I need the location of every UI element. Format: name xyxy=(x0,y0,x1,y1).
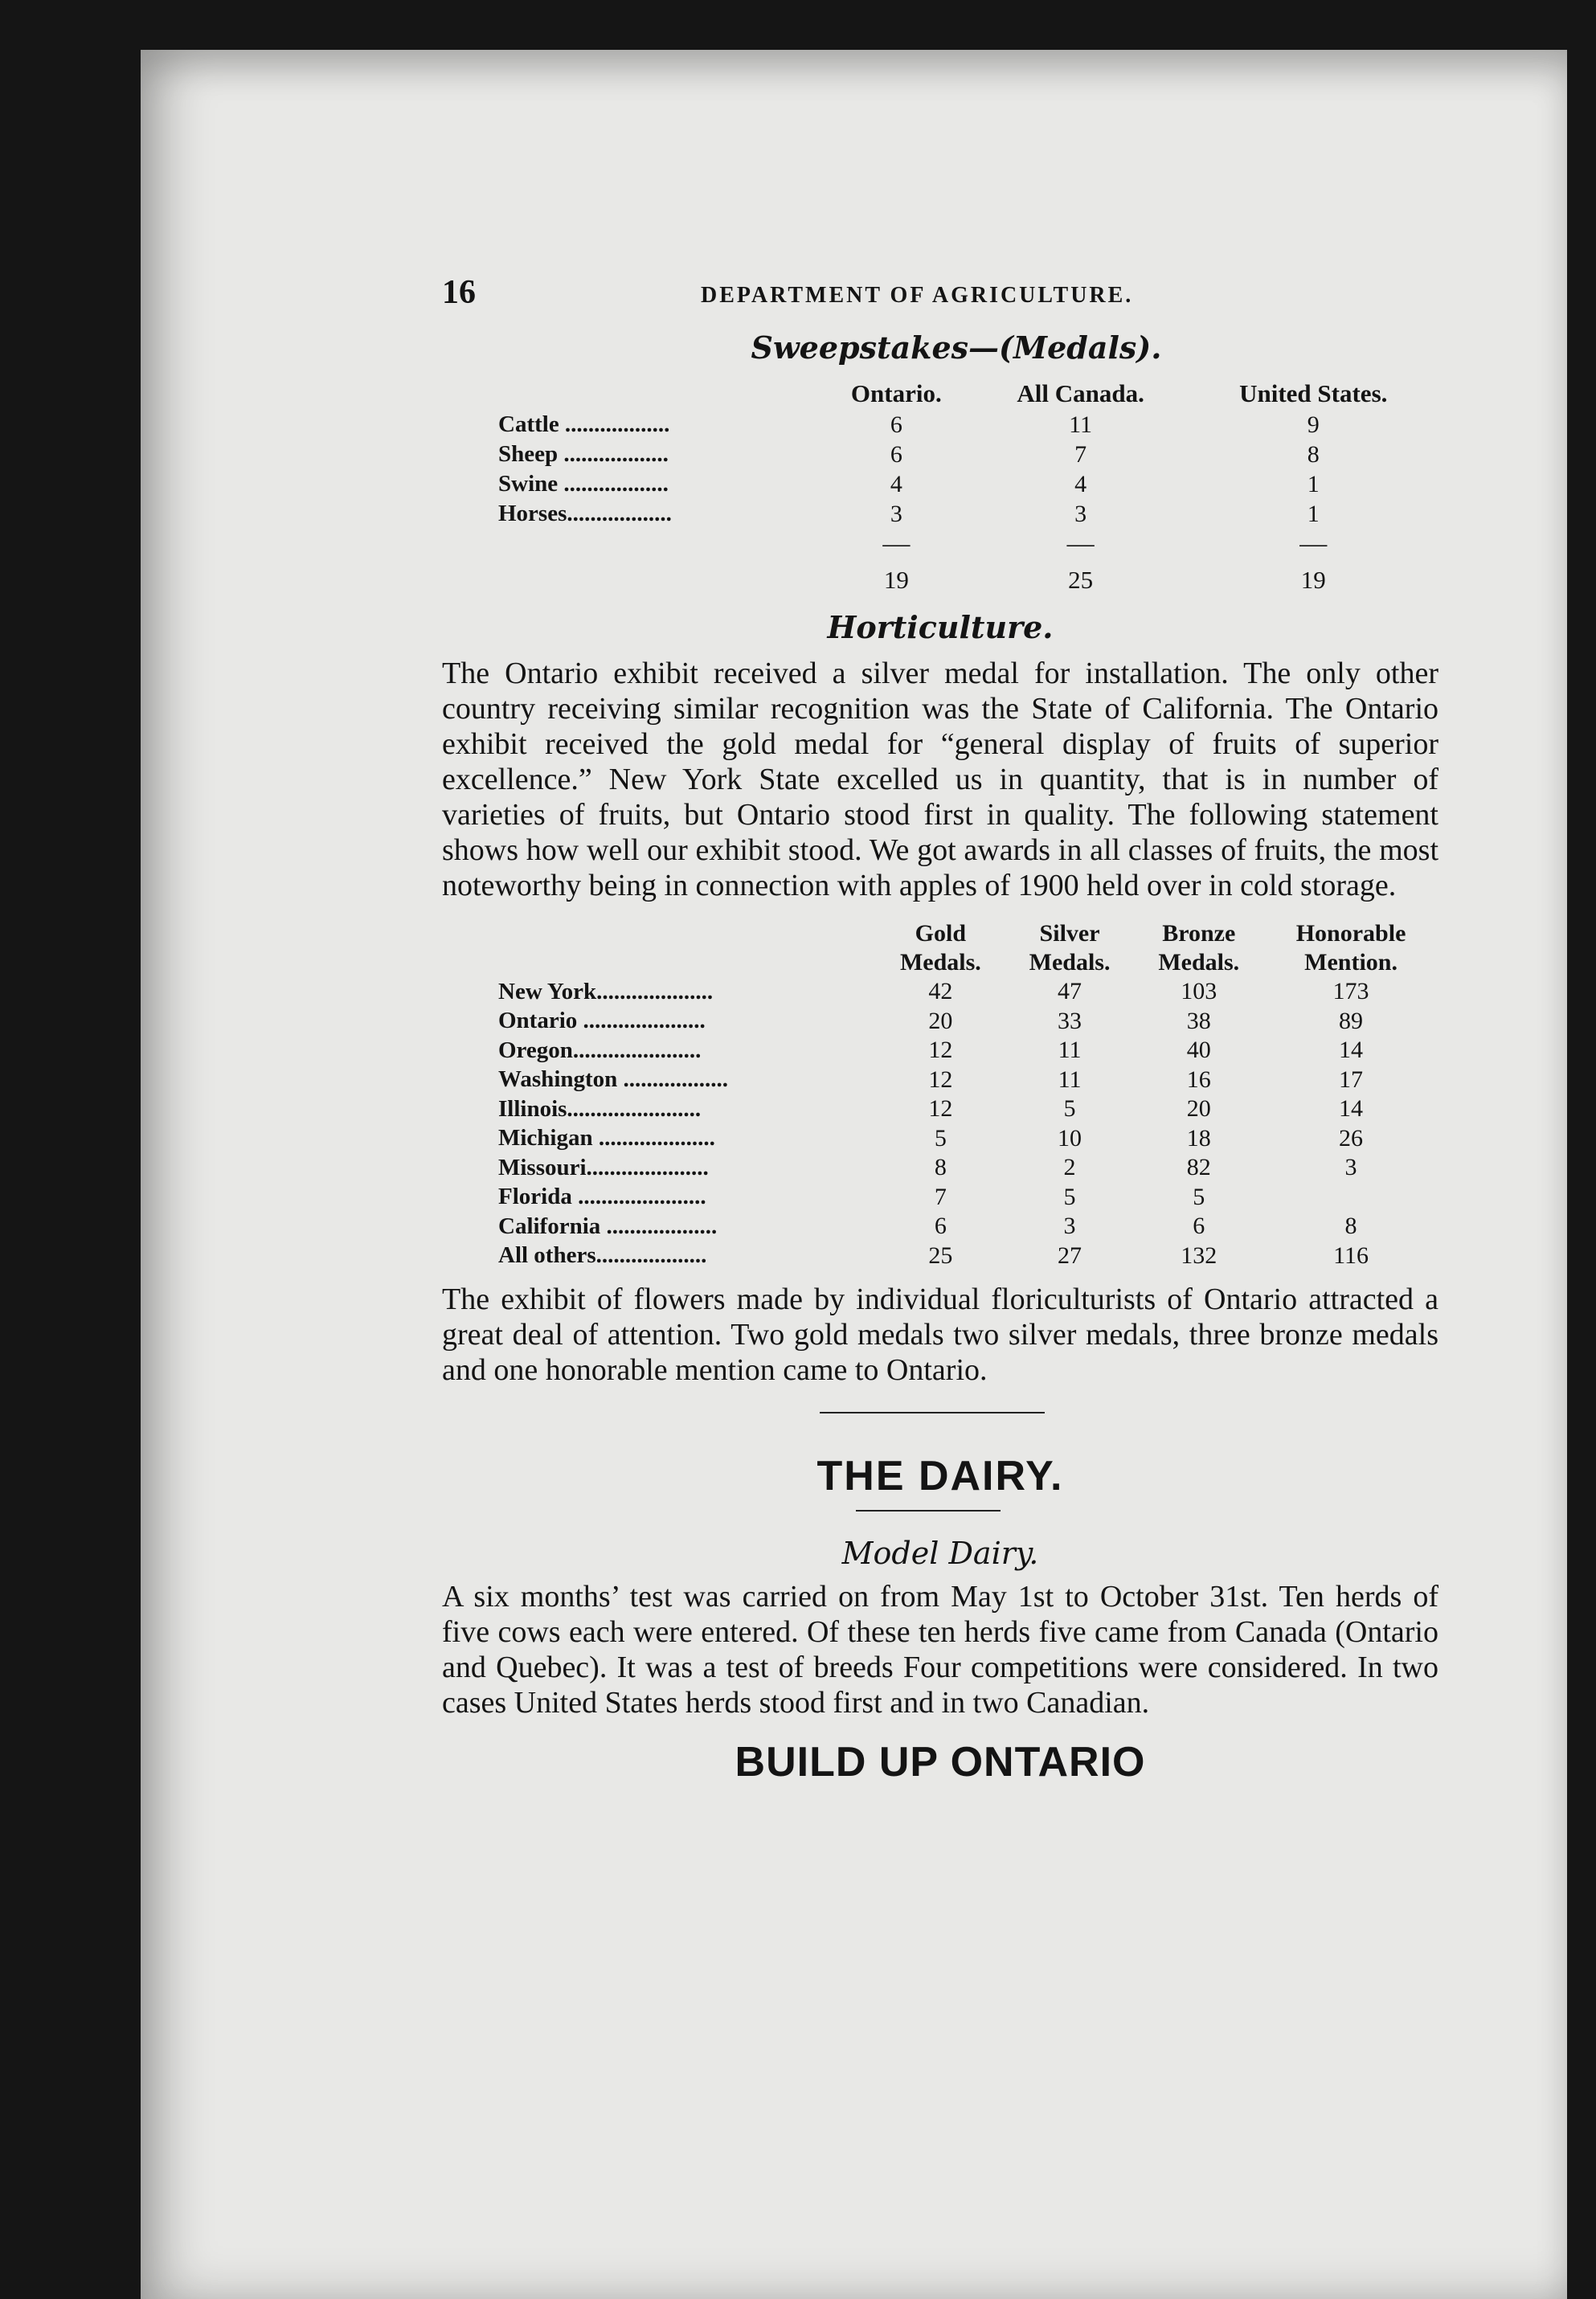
table-cell: 25 xyxy=(928,1242,953,1269)
table-cell: 116 xyxy=(1333,1242,1369,1269)
totals-row xyxy=(498,559,1438,601)
table-row xyxy=(498,440,1438,469)
header-line: Bronze xyxy=(1162,920,1236,947)
sum-rule: — xyxy=(1066,529,1095,558)
table-row xyxy=(498,1212,1438,1242)
table-cell: 4 xyxy=(1074,470,1087,497)
table-cell: 42 xyxy=(928,978,953,1005)
page-content xyxy=(442,273,1438,1786)
table-cell: 38 xyxy=(1186,1007,1211,1034)
table-cell: 17 xyxy=(1339,1066,1364,1093)
table-cell: 12 xyxy=(928,1037,953,1064)
sum-rule-spacer xyxy=(498,529,820,559)
column-header-ontario: Ontario. xyxy=(850,379,942,407)
table-cell: 2 xyxy=(1063,1154,1076,1181)
row-label: Horses.................. xyxy=(498,501,672,526)
header-line: Silver xyxy=(1039,920,1100,947)
table-cell: 89 xyxy=(1339,1007,1364,1034)
section-divider xyxy=(820,1412,1045,1452)
table-cell: 173 xyxy=(1332,978,1369,1005)
column-header-silver xyxy=(1005,919,1135,977)
total-cell: 19 xyxy=(1300,566,1326,594)
table-cell: 103 xyxy=(1181,978,1217,1005)
table-cell: 11 xyxy=(1058,1066,1082,1093)
row-label: Oregon...................... xyxy=(498,1037,702,1063)
table-cell: 11 xyxy=(1058,1037,1082,1064)
row-label: Sheep .................. xyxy=(498,441,669,467)
table-cell: 132 xyxy=(1181,1242,1217,1269)
row-label: Swine .................. xyxy=(498,471,669,497)
footer-banner: BUILD UP ONTARIO xyxy=(735,1739,1146,1786)
table-cell: 20 xyxy=(1186,1095,1211,1123)
table-cell: 47 xyxy=(1058,978,1082,1005)
total-cell: 19 xyxy=(883,566,909,594)
header-line: Gold xyxy=(915,920,967,947)
horticulture-title: Horticulture. xyxy=(827,609,1054,645)
table-cell: 5 xyxy=(934,1124,947,1152)
table-row xyxy=(498,1094,1438,1124)
header-line: Medals. xyxy=(1029,949,1111,976)
table-cell: 8 xyxy=(1307,440,1320,468)
table-cell: 33 xyxy=(1058,1007,1082,1034)
horticulture-corner xyxy=(498,919,876,977)
table-cell: 3 xyxy=(1063,1213,1076,1240)
row-label: Illinois....................... xyxy=(498,1095,702,1122)
horticulture-header-row xyxy=(498,919,1438,977)
table-cell: 11 xyxy=(1069,411,1093,438)
table-row xyxy=(498,499,1438,529)
row-label: Florida ...................... xyxy=(498,1184,706,1210)
table-cell: 14 xyxy=(1339,1037,1364,1064)
row-label: Michigan .................... xyxy=(498,1125,715,1152)
sum-rule-row xyxy=(498,529,1438,559)
table-cell: 12 xyxy=(928,1095,953,1123)
row-label: California ................... xyxy=(498,1213,718,1239)
horticulture-paragraph: The Ontario exhibit received a silver medal for installation. The only other country receiving similar recognition was the State of California. The Ontario exhibit received the gold medal for “general display of fruits of superior excellence.” New York State excelled us in quantity, that is in number of varieties of fruits, but Ontario stood first in quality. The following statement shows how well our exhibit stood. We got awards in all classes of fruits, the most noteworthy being in connection with apples of 1900 held over in cold storage. xyxy=(442,657,1438,902)
header-line: Honorable xyxy=(1295,920,1406,947)
table-row xyxy=(498,410,1438,440)
running-head: DEPARTMENT OF AGRICULTURE. xyxy=(701,283,1134,308)
header-line: Medals. xyxy=(899,949,981,976)
table-cell: 9 xyxy=(1307,411,1320,438)
header-line: Mention. xyxy=(1304,949,1398,976)
row-label: All others................... xyxy=(498,1242,707,1269)
table-cell: 4 xyxy=(890,470,902,497)
table-cell: 82 xyxy=(1186,1154,1211,1181)
table-cell: 40 xyxy=(1186,1037,1211,1064)
table-cell: 8 xyxy=(1344,1213,1357,1240)
page-header xyxy=(442,273,1438,329)
table-cell: 5 xyxy=(1063,1183,1076,1210)
column-header-united-states: United States. xyxy=(1239,379,1388,407)
row-label: Ontario ..................... xyxy=(498,1008,706,1034)
table-cell: 16 xyxy=(1186,1066,1211,1093)
dairy-paragraph: A six months’ test was carried on from May 1st to October 31st. Ten herds of five cows each were entered. Of these ten herds five came from Canada (Ontario and Quebec). It was a test of breeds Four competitions were considered. In two cases United States herds stood first and in two Canadian. xyxy=(442,1580,1438,1720)
table-cell: 6 xyxy=(890,440,902,468)
table-cell: 7 xyxy=(934,1183,947,1210)
column-header-all-canada: All Canada. xyxy=(1017,379,1144,407)
sweepstakes-title: Sweepstakes—(Medals). xyxy=(751,329,1162,366)
table-row xyxy=(498,1066,1438,1095)
row-label: Cattle .................. xyxy=(498,411,670,437)
sweepstakes-table xyxy=(498,378,1438,601)
table-cell: 14 xyxy=(1339,1095,1364,1123)
flowers-paragraph: The exhibit of flowers made by individual floriculturists of Ontario attracted a great deal of attention. Two gold medals two silver medals, three bronze medals and one honorable mention came to Ontario. xyxy=(442,1282,1438,1387)
column-header-honorable xyxy=(1263,919,1438,977)
row-label: Washington .................. xyxy=(498,1066,729,1093)
table-cell: 3 xyxy=(890,500,902,527)
header-line: Medals. xyxy=(1158,949,1240,976)
table-row xyxy=(498,469,1438,499)
subsection-divider xyxy=(856,1510,1001,1536)
table-cell: 8 xyxy=(934,1154,947,1181)
sweepstakes-corner xyxy=(498,378,820,410)
table-cell: 12 xyxy=(928,1066,953,1093)
table-cell xyxy=(1263,1183,1438,1213)
table-row xyxy=(498,1183,1438,1213)
table-cell: 6 xyxy=(934,1213,947,1240)
total-cell: 25 xyxy=(1068,566,1094,594)
table-cell: 7 xyxy=(1074,440,1087,468)
horticulture-awards-table xyxy=(498,919,1438,1270)
table-cell: 10 xyxy=(1058,1124,1082,1152)
table-cell: 27 xyxy=(1058,1242,1082,1269)
table-cell: 18 xyxy=(1186,1124,1211,1152)
table-cell: 26 xyxy=(1339,1124,1364,1152)
sum-rule: — xyxy=(882,529,911,558)
column-header-bronze xyxy=(1134,919,1263,977)
table-row xyxy=(498,1153,1438,1183)
model-dairy-title: Model Dairy. xyxy=(841,1536,1039,1571)
row-label: Missouri..................... xyxy=(498,1154,709,1180)
row-label: New York.................... xyxy=(498,978,714,1004)
table-cell: 3 xyxy=(1074,500,1087,527)
table-cell: 5 xyxy=(1063,1095,1076,1123)
table-cell: 6 xyxy=(1193,1213,1205,1240)
table-row xyxy=(498,1036,1438,1066)
table-cell: 1 xyxy=(1307,500,1320,527)
table-cell: 1 xyxy=(1307,470,1320,497)
table-cell: 5 xyxy=(1193,1183,1205,1210)
table-row xyxy=(498,1242,1438,1271)
totals-spacer xyxy=(498,559,820,601)
table-row xyxy=(498,1007,1438,1037)
table-row xyxy=(498,977,1438,1007)
table-row xyxy=(498,1124,1438,1154)
column-header-gold xyxy=(876,919,1005,977)
page-number: 16 xyxy=(442,274,476,311)
sum-rule: — xyxy=(1299,529,1328,558)
sweepstakes-header-row xyxy=(498,378,1438,410)
table-cell: 3 xyxy=(1344,1154,1357,1181)
table-cell: 20 xyxy=(928,1007,953,1034)
dairy-section-title: THE DAIRY. xyxy=(816,1453,1064,1499)
table-cell: 6 xyxy=(890,411,902,438)
